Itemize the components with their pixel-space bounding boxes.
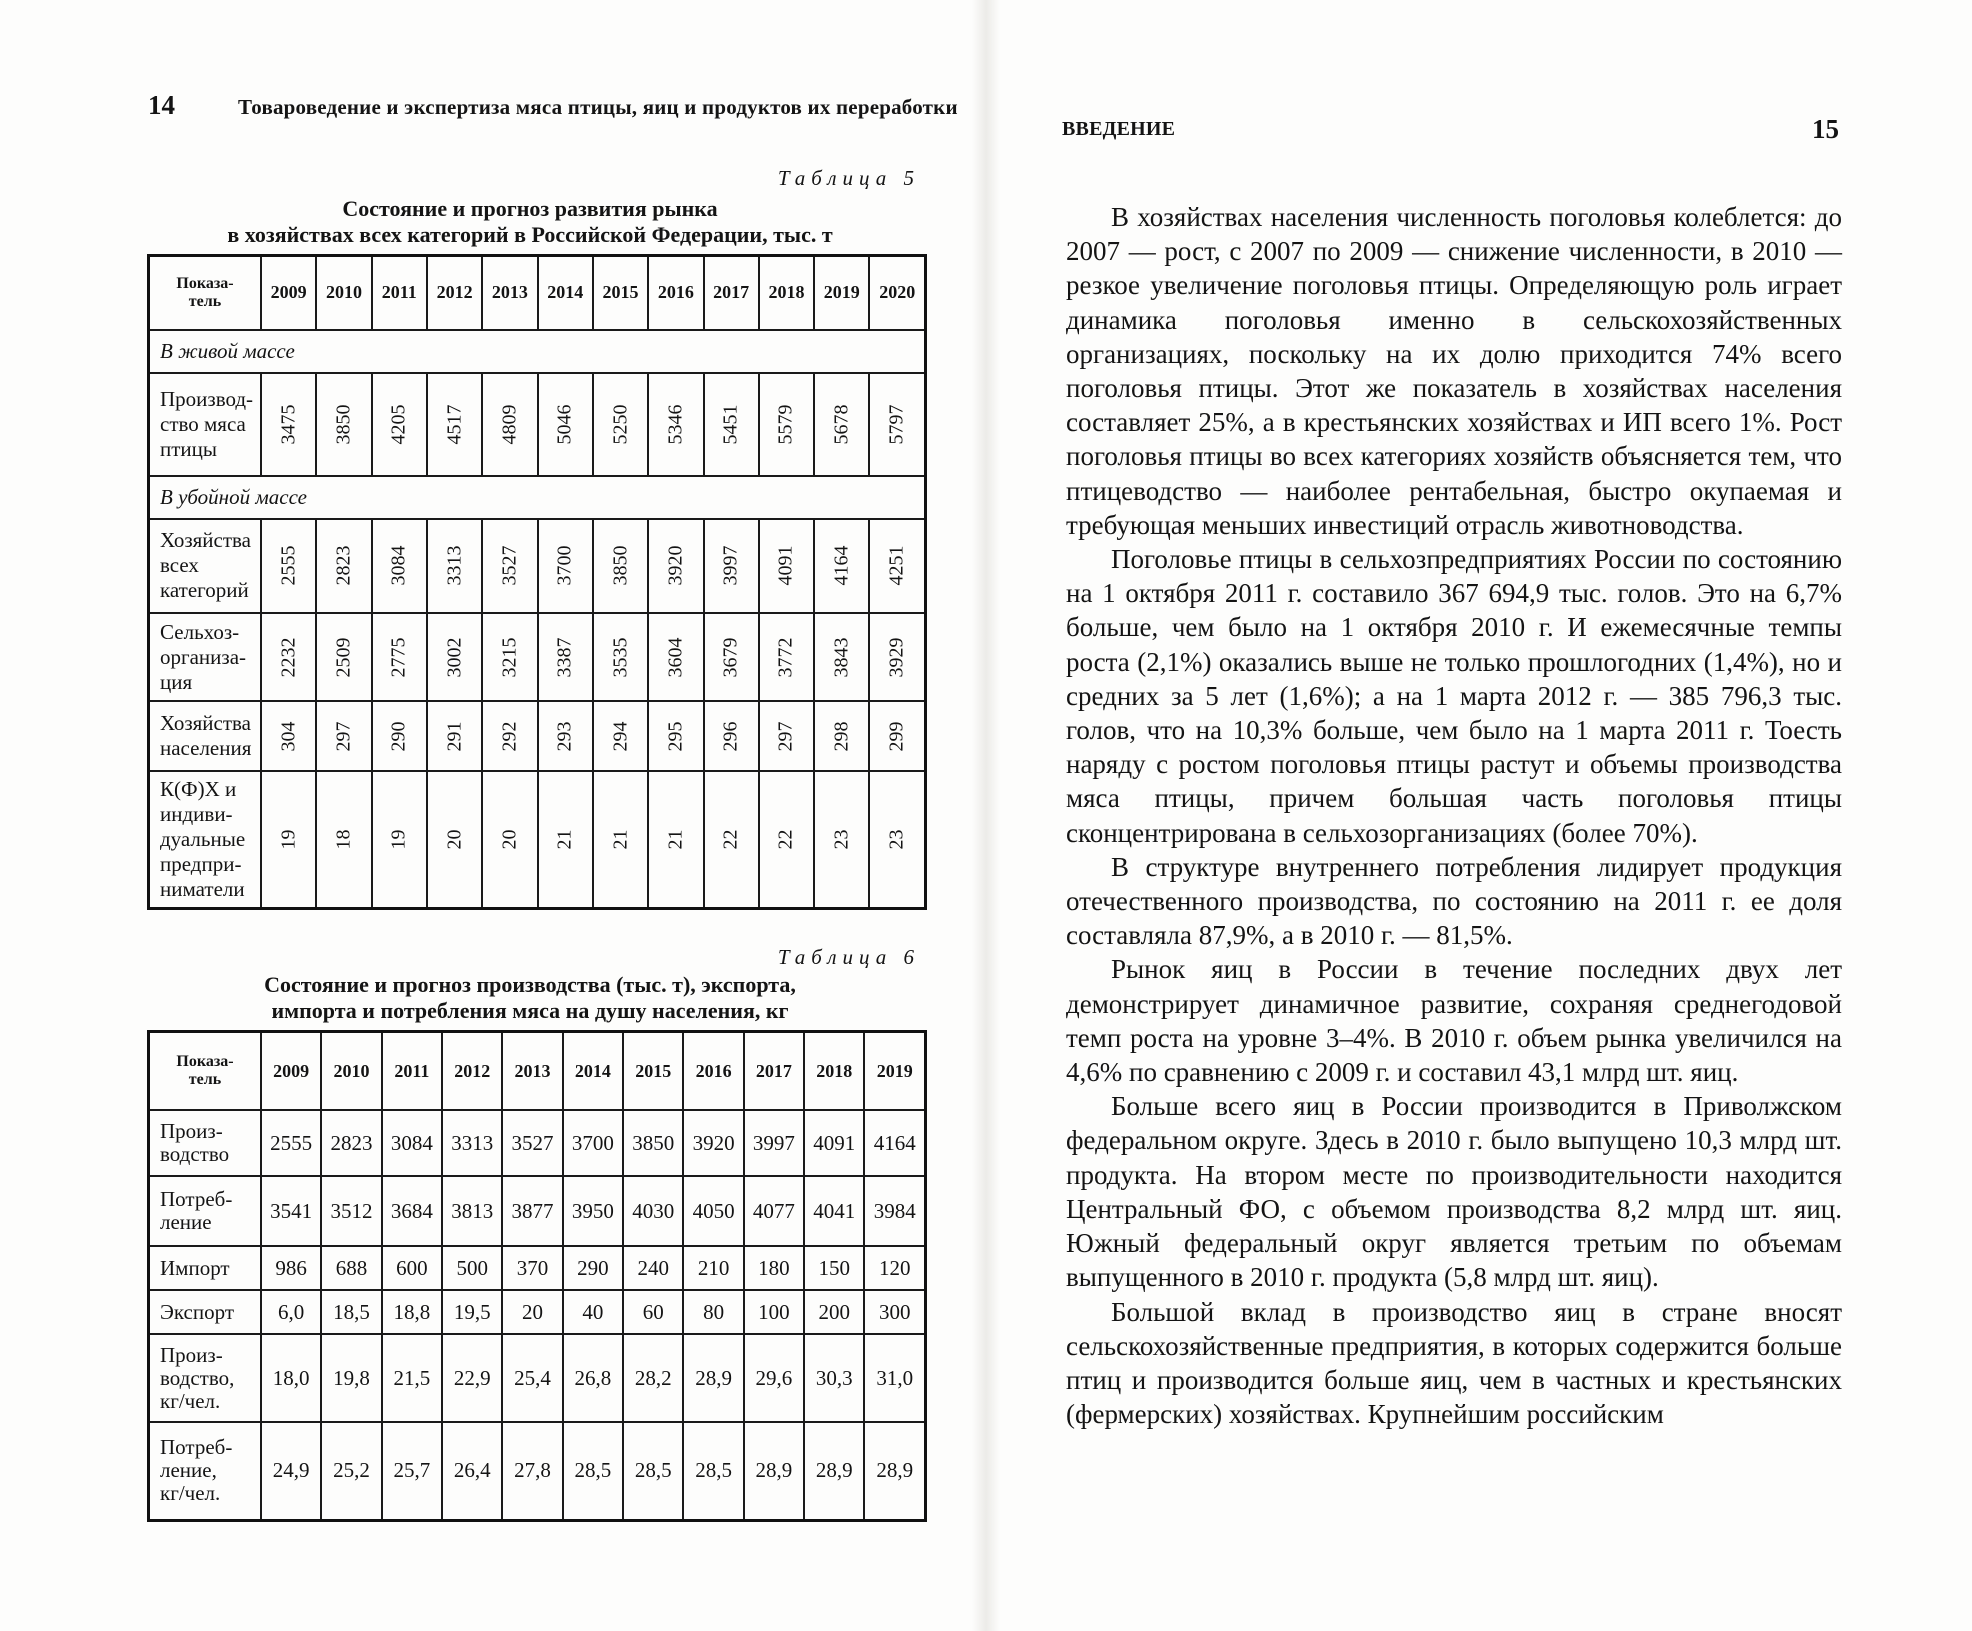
table6-header-row xyxy=(149,1032,926,1111)
table-row xyxy=(149,1334,926,1422)
cell-value: 5346 xyxy=(664,404,687,445)
table-cell xyxy=(814,701,869,771)
row-label-line: Импорт xyxy=(160,1255,230,1280)
table-cell: 370 xyxy=(502,1246,562,1290)
table-cell: 986 xyxy=(261,1246,321,1290)
cell-value: 3997 xyxy=(719,545,742,586)
table-cell: 18,0 xyxy=(261,1334,321,1422)
cell-value: 3475 xyxy=(277,404,300,445)
table-row xyxy=(149,771,926,909)
cell-value: 20 xyxy=(498,829,521,850)
table6-title-line2: импорта и потребления мяса на душу населения, кг xyxy=(271,998,789,1023)
table-cell xyxy=(704,771,759,909)
table-cell: 600 xyxy=(382,1246,442,1290)
table-cell: 3512 xyxy=(321,1176,381,1246)
table-cell xyxy=(316,613,371,701)
table-cell xyxy=(372,613,427,701)
table-cell xyxy=(372,701,427,771)
table5-section-slaughter xyxy=(149,476,926,519)
table-cell: 19,8 xyxy=(321,1334,381,1422)
table-cell: 26,8 xyxy=(563,1334,623,1422)
row-label-line: ление, xyxy=(160,1458,217,1483)
table-cell xyxy=(261,373,316,476)
table-cell: 27,8 xyxy=(502,1422,562,1520)
cell-value: 19 xyxy=(387,829,410,850)
table-cell: 150 xyxy=(804,1246,864,1290)
cell-value: 3843 xyxy=(830,637,853,678)
table-cell xyxy=(704,701,759,771)
table-cell: 30,3 xyxy=(804,1334,864,1422)
table-cell: 4077 xyxy=(744,1176,804,1246)
paragraph: Больше всего яиц в России производится в Приволжском федеральном округе. Здесь в 2010 г. было выпущено 10,3 млрд шт. продукта. На втором месте по производительности находится Центральный ФО, с объемом производства 8,2 млрд шт. яиц. Южный федеральный округ является третьим по объемам выпущенного в 2010 г. продукта (5,8 млрд шт. яиц). xyxy=(1066,1091,1842,1293)
cell-value: 4517 xyxy=(443,404,466,445)
row-label-line: кг/чел. xyxy=(160,1388,221,1413)
table-cell: 240 xyxy=(623,1246,683,1290)
cell-value: 2823 xyxy=(332,545,355,586)
table-cell: 28,9 xyxy=(744,1422,804,1520)
row-label xyxy=(149,1334,262,1422)
table-cell: 29,6 xyxy=(744,1334,804,1422)
cell-value: 304 xyxy=(277,721,300,752)
cell-value: 4091 xyxy=(774,545,797,586)
table-cell: 3313 xyxy=(442,1110,502,1176)
cell-value: 4205 xyxy=(387,404,410,445)
table-cell xyxy=(482,373,537,476)
table-cell xyxy=(648,701,703,771)
row-label-line: ниматели xyxy=(160,876,245,901)
table-cell: 3684 xyxy=(382,1176,442,1246)
table6-title xyxy=(140,972,920,1024)
cell-value: 3527 xyxy=(498,545,521,586)
table-cell: 3700 xyxy=(563,1110,623,1176)
table-cell: 3920 xyxy=(683,1110,743,1176)
table-cell: 18,8 xyxy=(382,1290,442,1334)
cell-value: 297 xyxy=(332,721,355,752)
table-cell xyxy=(372,519,427,613)
cell-value: 5250 xyxy=(609,404,632,445)
table-cell: 26,4 xyxy=(442,1422,502,1520)
table-cell: 4041 xyxy=(804,1176,864,1246)
table-cell xyxy=(814,613,869,701)
table-row xyxy=(149,1290,926,1334)
table-cell xyxy=(704,373,759,476)
table5-year-header: 2011 xyxy=(372,256,427,330)
table5-year-header: 2015 xyxy=(593,256,648,330)
table5-year-header: 2017 xyxy=(704,256,759,330)
table-cell: 290 xyxy=(563,1246,623,1290)
table-cell xyxy=(593,701,648,771)
cell-value: 3679 xyxy=(719,637,742,678)
row-label xyxy=(149,613,262,701)
table-cell: 3984 xyxy=(864,1176,925,1246)
table5-title-line1: Состояние и прогноз развития рынка xyxy=(342,196,718,221)
cell-value: 296 xyxy=(719,721,742,752)
row-label xyxy=(149,701,262,771)
table-cell xyxy=(372,771,427,909)
table6-year-header: 2013 xyxy=(502,1032,562,1111)
table-cell: 4050 xyxy=(683,1176,743,1246)
cell-value: 3700 xyxy=(553,545,576,586)
row-label-line: Сельхоз- xyxy=(160,619,240,644)
table-cell: 60 xyxy=(623,1290,683,1334)
row-label-line: Хозяйства xyxy=(160,528,251,553)
table5-section-slaughter-label: В убойной массе xyxy=(149,476,926,519)
table-cell xyxy=(316,519,371,613)
table-cell xyxy=(316,771,371,909)
table-cell: 500 xyxy=(442,1246,502,1290)
cell-value: 5579 xyxy=(774,404,797,445)
cell-value: 297 xyxy=(774,721,797,752)
table-cell xyxy=(316,373,371,476)
table-row xyxy=(149,1110,926,1176)
table-cell: 3950 xyxy=(563,1176,623,1246)
row-label-line: Хозяйства xyxy=(160,711,251,736)
row-label-line: ция xyxy=(160,669,193,694)
table5-year-header: 2014 xyxy=(538,256,593,330)
table6-caption: Таблица 6 xyxy=(777,945,920,969)
table-cell xyxy=(482,519,537,613)
table6-year-header: 2009 xyxy=(261,1032,321,1111)
row-label-line: водство, xyxy=(160,1365,235,1390)
header-label-line: Показа- xyxy=(176,1053,234,1070)
row-label-line: К(Ф)Х и xyxy=(160,776,237,801)
table-row xyxy=(149,373,926,476)
cell-value: 23 xyxy=(830,829,853,850)
table-cell xyxy=(593,519,648,613)
row-label-line: индиви- xyxy=(160,801,233,826)
table-cell: 25,4 xyxy=(502,1334,562,1422)
table-cell xyxy=(538,613,593,701)
table-cell xyxy=(704,519,759,613)
table-cell: 25,2 xyxy=(321,1422,381,1520)
row-label-line: ление xyxy=(160,1210,212,1234)
table-cell: 28,5 xyxy=(563,1422,623,1520)
table-cell: 3850 xyxy=(623,1110,683,1176)
row-label-line: Потреб- xyxy=(160,1435,233,1460)
table-cell xyxy=(538,771,593,909)
table6-title-line1: Состояние и прогноз производства (тыс. т), экспорта, xyxy=(264,972,796,997)
table-cell xyxy=(593,771,648,909)
table-cell: 4091 xyxy=(804,1110,864,1176)
table6-year-header: 2014 xyxy=(563,1032,623,1111)
cell-value: 18 xyxy=(332,829,355,850)
table-cell xyxy=(427,701,482,771)
table-cell xyxy=(593,373,648,476)
table-cell: 28,9 xyxy=(683,1334,743,1422)
row-label xyxy=(149,1290,262,1334)
table-cell xyxy=(261,771,316,909)
cell-value: 22 xyxy=(774,829,797,850)
cell-value: 3002 xyxy=(443,637,466,678)
table-cell xyxy=(538,701,593,771)
table6-year-header: 2015 xyxy=(623,1032,683,1111)
row-label-line: Производ- xyxy=(160,386,254,411)
table-cell: 25,7 xyxy=(382,1422,442,1520)
table-cell: 21,5 xyxy=(382,1334,442,1422)
cell-value: 292 xyxy=(498,721,521,752)
table-cell: 100 xyxy=(744,1290,804,1334)
table-cell xyxy=(538,373,593,476)
table-row xyxy=(149,1246,926,1290)
row-label-line: ство мяса xyxy=(160,411,246,436)
table-cell xyxy=(869,613,925,701)
cell-value: 22 xyxy=(719,829,742,850)
table-cell: 40 xyxy=(563,1290,623,1334)
table-cell: 18,5 xyxy=(321,1290,381,1334)
page-number-right: 15 xyxy=(1812,114,1839,144)
table-cell: 180 xyxy=(744,1246,804,1290)
table-cell xyxy=(814,771,869,909)
row-label-line: водство xyxy=(160,1142,230,1166)
row-label-line: категорий xyxy=(160,578,249,603)
table-cell: 3997 xyxy=(744,1110,804,1176)
table-cell: 28,2 xyxy=(623,1334,683,1422)
cell-value: 3604 xyxy=(664,637,687,678)
table-cell xyxy=(648,373,703,476)
table-cell xyxy=(704,613,759,701)
cell-value: 3929 xyxy=(885,637,908,678)
paragraph: В структуре внутреннего потребления лидирует продукция отечественного производства, по состоянию на 2011 г. ее доля составляла 87,9%, а в 2010 г. — 81,5%. xyxy=(1066,851,1842,951)
table-cell: 6,0 xyxy=(261,1290,321,1334)
row-label-line: кг/чел. xyxy=(160,1481,221,1506)
table5-year-header: 2016 xyxy=(648,256,703,330)
table-cell: 120 xyxy=(864,1246,925,1290)
table-cell xyxy=(814,519,869,613)
table6-year-header: 2019 xyxy=(864,1032,925,1111)
cell-value: 3084 xyxy=(387,545,410,586)
header-label-line: Показа- xyxy=(176,274,234,292)
row-label-line: Произ- xyxy=(160,1342,223,1367)
table6-year-header: 2011 xyxy=(382,1032,442,1111)
table-cell xyxy=(648,771,703,909)
cell-value: 23 xyxy=(885,829,908,850)
cell-value: 5046 xyxy=(553,404,576,445)
table5-header-row xyxy=(149,256,926,330)
table6-year-header: 2012 xyxy=(442,1032,502,1111)
table5-title xyxy=(140,196,920,248)
running-title-right: ВВЕДЕНИЕ xyxy=(1062,118,1176,140)
table-cell xyxy=(648,519,703,613)
paragraph: Рынок яиц в России в течение последних двух лет демонстрирует динамичное развитие, сохраняя среднегодовой темп роста на уровне 3–4%. В 2010 г. объем рынка увеличился на 4,6% по сравнению с 2009 г. и составил 43,1 млрд шт. яиц. xyxy=(1066,954,1842,1088)
cell-value: 5678 xyxy=(830,404,853,445)
cell-value: 19 xyxy=(277,829,300,850)
paragraph: В хозяйствах населения численность поголовья колеблется: до 2007 — рост, с 2007 по 2009 — снижение численности, в 2010 — резкое увеличение поголовья птицы. Определяющую роль играет динамика поголовья именно в сельскохозяйственных организациях, поскольку на их долю приходится 74% всего поголовья птицы. Этот же показатель в хозяйствах населения составляет 25%, а в крестьянских хозяйствах и ИП всего 1%. Рост поголовья птицы во всех категориях хозяйств объясняется тем, что птицеводство — наиболее рентабельная, быстро окупаемая и требующая меньших инвестиций отрасль животноводства. xyxy=(1066,202,1842,540)
table5-section-live xyxy=(149,330,926,373)
table-cell: 2823 xyxy=(321,1110,381,1176)
row-label xyxy=(149,1422,262,1520)
cell-value: 4809 xyxy=(498,404,521,445)
table-row xyxy=(149,613,926,701)
row-label xyxy=(149,1246,262,1290)
table-cell: 200 xyxy=(804,1290,864,1334)
table-cell xyxy=(427,519,482,613)
table-cell xyxy=(759,701,814,771)
table-cell: 2555 xyxy=(261,1110,321,1176)
table-row xyxy=(149,1422,926,1520)
table-cell: 3527 xyxy=(502,1110,562,1176)
cell-value: 4164 xyxy=(830,545,853,586)
table-cell xyxy=(261,701,316,771)
table6 xyxy=(147,1030,927,1522)
table6-year-header: 2017 xyxy=(744,1032,804,1111)
table-cell: 300 xyxy=(864,1290,925,1334)
table-cell xyxy=(538,519,593,613)
cell-value: 2775 xyxy=(387,637,410,678)
table5-year-header: 2020 xyxy=(869,256,925,330)
table5 xyxy=(147,254,927,910)
table-cell: 4164 xyxy=(864,1110,925,1176)
table5-year-header: 2013 xyxy=(482,256,537,330)
table-cell xyxy=(261,519,316,613)
table-cell xyxy=(372,373,427,476)
table-cell: 210 xyxy=(683,1246,743,1290)
table-cell xyxy=(593,613,648,701)
table5-header-label xyxy=(149,256,262,330)
row-label xyxy=(149,373,262,476)
table-cell: 19,5 xyxy=(442,1290,502,1334)
cell-value: 294 xyxy=(609,721,632,752)
row-label xyxy=(149,771,262,909)
table-cell: 28,5 xyxy=(683,1422,743,1520)
table6-year-header: 2016 xyxy=(683,1032,743,1111)
table-row xyxy=(149,519,926,613)
table-cell xyxy=(869,701,925,771)
table5-year-header: 2009 xyxy=(261,256,316,330)
table-cell xyxy=(869,519,925,613)
table-cell xyxy=(427,613,482,701)
cell-value: 5451 xyxy=(719,404,742,445)
cell-value: 290 xyxy=(387,721,410,752)
cell-value: 295 xyxy=(664,721,687,752)
cell-value: 2232 xyxy=(277,637,300,678)
table-cell xyxy=(427,373,482,476)
table5-year-header: 2019 xyxy=(814,256,869,330)
table-cell xyxy=(261,613,316,701)
table-cell xyxy=(648,613,703,701)
table-cell: 3084 xyxy=(382,1110,442,1176)
row-label-line: населения xyxy=(160,736,252,761)
table-cell xyxy=(482,771,537,909)
row-label-line: всех xyxy=(160,553,199,578)
table-cell xyxy=(759,613,814,701)
cell-value: 3850 xyxy=(609,545,632,586)
cell-value: 3387 xyxy=(553,637,576,678)
body-text xyxy=(1066,200,1842,1431)
cell-value: 20 xyxy=(443,829,466,850)
row-label-line: предпри- xyxy=(160,851,242,876)
table-cell: 3877 xyxy=(502,1176,562,1246)
cell-value: 3772 xyxy=(774,637,797,678)
cell-value: 3313 xyxy=(443,545,466,586)
page-number-left: 14 xyxy=(148,90,175,120)
table5-year-header: 2012 xyxy=(427,256,482,330)
row-label-line: птицы xyxy=(160,436,218,461)
table5-title-line2: в хозяйствах всех категорий в Российской Федерации, тыс. т xyxy=(227,222,833,247)
table-cell xyxy=(759,373,814,476)
table-cell: 28,5 xyxy=(623,1422,683,1520)
table-cell: 28,9 xyxy=(804,1422,864,1520)
table-cell: 80 xyxy=(683,1290,743,1334)
row-label-line: Экспорт xyxy=(160,1299,235,1324)
table-cell xyxy=(482,613,537,701)
paragraph: Большой вклад в производство яиц в стране вносят сельскохозяйственные предприятия, в которых содержится больше птиц и производится больше яиц, чем в частных и крестьянских (фермерских) хозяйствах. Крупнейшим российским xyxy=(1066,1296,1842,1430)
cell-value: 3215 xyxy=(498,637,521,678)
row-label-line: организа- xyxy=(160,644,247,669)
cell-value: 21 xyxy=(609,829,632,850)
table5-section-live-label: В живой массе xyxy=(149,330,926,373)
cell-value: 299 xyxy=(885,721,908,752)
row-label xyxy=(149,519,262,613)
row-label-line: Потреб- xyxy=(160,1187,233,1211)
cell-value: 2555 xyxy=(277,545,300,586)
table5-caption: Таблица 5 xyxy=(777,166,920,190)
cell-value: 4251 xyxy=(885,545,908,586)
cell-value: 21 xyxy=(664,829,687,850)
table-cell xyxy=(482,701,537,771)
table6-year-header: 2010 xyxy=(321,1032,381,1111)
table-cell xyxy=(759,519,814,613)
header-label-line: тель xyxy=(188,1071,222,1088)
row-label-line: Произ- xyxy=(160,1119,223,1143)
paragraph: Поголовье птицы в сельхозпредприятиях России по состоянию на 1 октября 2011 г. составило 367 694,9 тыс. голов. Это на 6,7% больше, чем было на 1 октября 2010 г. И ежемесячные темпы роста (2,1%) оказались выше не только прошлогодних (1,4%), но и средних за 5 лет (1,6%); а на 1 марта 2012 г. — 385 796,3 тыс. голов, что на 10,3% больше, чем было на 1 марта 2011 г. Тоесть наряду с ростом поголовья птицы растут и объемы производства мяса птицы, причем большая часть поголовья птицы сконцентрирована в сельхозорганизациях (более 70%). xyxy=(1066,544,1842,848)
table-cell: 22,9 xyxy=(442,1334,502,1422)
cell-value: 291 xyxy=(443,721,466,752)
table-cell xyxy=(869,373,925,476)
table-row xyxy=(149,1176,926,1246)
table-cell: 3541 xyxy=(261,1176,321,1246)
row-label-line: дуальные xyxy=(160,826,246,851)
table-cell: 3813 xyxy=(442,1176,502,1246)
table-cell: 20 xyxy=(502,1290,562,1334)
cell-value: 5797 xyxy=(885,404,908,445)
table-cell xyxy=(814,373,869,476)
table-cell: 28,9 xyxy=(864,1422,925,1520)
table-cell: 24,9 xyxy=(261,1422,321,1520)
table-cell xyxy=(759,771,814,909)
table6-year-header: 2018 xyxy=(804,1032,864,1111)
header-label-line: тель xyxy=(188,292,222,310)
table-cell: 688 xyxy=(321,1246,381,1290)
cell-value: 298 xyxy=(830,721,853,752)
cell-value: 293 xyxy=(553,721,576,752)
cell-value: 3535 xyxy=(609,637,632,678)
running-title-left: Товароведение и экспертиза мяса птицы, яиц и продуктов их переработки xyxy=(238,95,958,119)
row-label xyxy=(149,1110,262,1176)
table-cell: 31,0 xyxy=(864,1334,925,1422)
cell-value: 3920 xyxy=(664,545,687,586)
table-row xyxy=(149,701,926,771)
cell-value: 3850 xyxy=(332,404,355,445)
cell-value: 2509 xyxy=(332,637,355,678)
table-cell: 4030 xyxy=(623,1176,683,1246)
row-label xyxy=(149,1176,262,1246)
table6-header-label xyxy=(149,1032,262,1111)
table-cell xyxy=(869,771,925,909)
table-cell xyxy=(316,701,371,771)
table-cell xyxy=(427,771,482,909)
cell-value: 21 xyxy=(553,829,576,850)
table5-year-header: 2018 xyxy=(759,256,814,330)
table5-year-header: 2010 xyxy=(316,256,371,330)
